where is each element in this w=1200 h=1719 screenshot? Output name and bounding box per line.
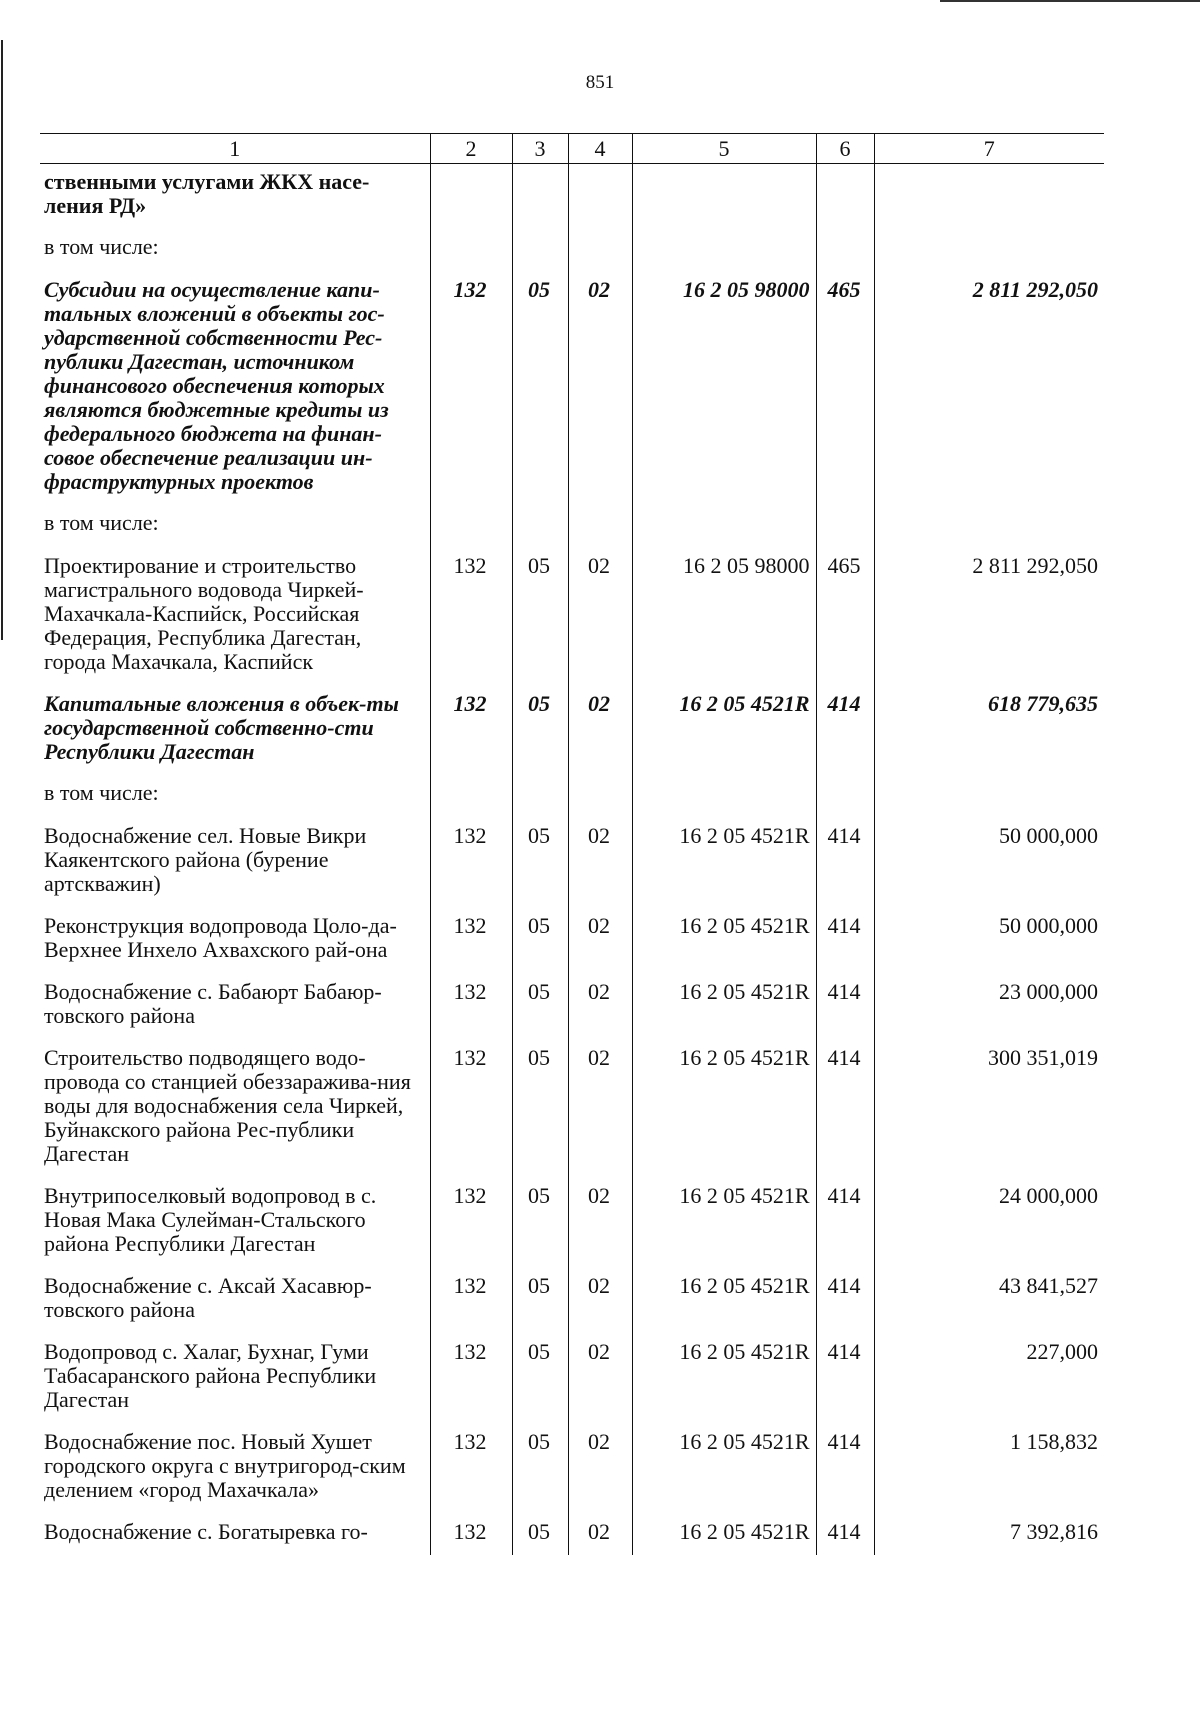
- amount-cell: [874, 505, 1104, 547]
- target-article-code-cell: 16 2 05 4521R: [632, 1423, 816, 1513]
- subsection-code-cell: 02: [568, 1423, 632, 1513]
- expense-type-code-cell: [816, 229, 874, 271]
- table-body: [40, 164, 1104, 1556]
- item-name-cell: в том числе:: [44, 510, 159, 535]
- target-article-code-cell: 16 2 05 4521R: [632, 973, 816, 1039]
- subsection-code-cell: 02: [568, 547, 632, 685]
- target-article-code-cell: 16 2 05 4521R: [632, 1039, 816, 1177]
- target-article-code-cell: 16 2 05 98000: [632, 547, 816, 685]
- expense-type-code-cell: 414: [816, 907, 874, 973]
- table-row: [40, 1039, 1104, 1177]
- item-name-cell: Субсидии на осуществление капи-тальных вложений в объекты гос-ударственной собственности Рес-публики Дагестан, источником финансового обеспечения которых являются бюджетные кредиты из федерального бюджета на финан-совое обеспечение реализации ин-фраструктурных проектов: [44, 277, 389, 494]
- subsection-code-cell: 02: [568, 685, 632, 775]
- ministry-code-cell: [430, 164, 512, 230]
- section-code-cell: 05: [512, 973, 568, 1039]
- subsection-code-cell: 02: [568, 817, 632, 907]
- ministry-code-cell: 132: [430, 973, 512, 1039]
- expense-type-code-cell: 414: [816, 973, 874, 1039]
- subsection-code-cell: 02: [568, 973, 632, 1039]
- column-header: 5: [632, 134, 816, 164]
- amount-cell: 7 392,816: [874, 1513, 1104, 1555]
- expense-type-code-cell: 414: [816, 1513, 874, 1555]
- target-article-code-cell: [632, 229, 816, 271]
- expense-type-code-cell: 414: [816, 1039, 874, 1177]
- amount-cell: 23 000,000: [874, 973, 1104, 1039]
- table-row: [40, 271, 1104, 505]
- table-row: [40, 1423, 1104, 1513]
- table-row: [40, 505, 1104, 547]
- expense-type-code-cell: 414: [816, 1333, 874, 1423]
- subsection-code-cell: 02: [568, 1267, 632, 1333]
- amount-cell: [874, 229, 1104, 271]
- ministry-code-cell: 132: [430, 907, 512, 973]
- item-name-cell: Проектирование и строительство магистрального водовода Чиркей-Махачкала-Каспийск, Российская Федерация, Республика Дагестан, города Махачкала, Каспийск: [44, 553, 364, 674]
- page-number: 851: [585, 72, 615, 93]
- subsection-code-cell: 02: [568, 1333, 632, 1423]
- expense-type-code-cell: 414: [816, 1267, 874, 1333]
- section-code-cell: 05: [512, 1267, 568, 1333]
- expense-type-code-cell: 414: [816, 817, 874, 907]
- table-row: [40, 907, 1104, 973]
- section-code-cell: 05: [512, 1039, 568, 1177]
- item-name-cell: Водоснабжение с. Бабаюрт Бабаюр-товского района: [44, 979, 382, 1028]
- budget-table: [40, 133, 1104, 1555]
- section-code-cell: 05: [512, 817, 568, 907]
- section-code-cell: 05: [512, 547, 568, 685]
- item-name-cell: Капитальные вложения в объек-ты государственной собственно-сти Республики Дагестан: [44, 691, 399, 764]
- item-name-cell: Водопровод с. Халаг, Бухнаг, Гуми Табасаранского района Республики Дагестан: [44, 1339, 377, 1412]
- target-article-code-cell: [632, 505, 816, 547]
- ministry-code-cell: 132: [430, 1513, 512, 1555]
- amount-cell: 618 779,635: [874, 685, 1104, 775]
- item-name-cell: в том числе:: [44, 780, 159, 805]
- table-row: [40, 817, 1104, 907]
- target-article-code-cell: 16 2 05 4521R: [632, 1177, 816, 1267]
- section-code-cell: [512, 164, 568, 230]
- item-name-cell: в том числе:: [44, 234, 159, 259]
- expense-type-code-cell: [816, 775, 874, 817]
- scan-border-top: [940, 0, 1200, 2]
- amount-cell: [874, 775, 1104, 817]
- column-header: 1: [40, 134, 430, 164]
- subsection-code-cell: [568, 164, 632, 230]
- subsection-code-cell: [568, 775, 632, 817]
- table-row: [40, 973, 1104, 1039]
- subsection-code-cell: 02: [568, 1513, 632, 1555]
- amount-cell: 43 841,527: [874, 1267, 1104, 1333]
- target-article-code-cell: [632, 164, 816, 230]
- section-code-cell: [512, 775, 568, 817]
- target-article-code-cell: 16 2 05 4521R: [632, 817, 816, 907]
- section-code-cell: 05: [512, 1513, 568, 1555]
- item-name-cell: ственными услугами ЖКХ насе-ления РД»: [44, 169, 370, 218]
- target-article-code-cell: [632, 775, 816, 817]
- item-name-cell: Строительство подводящего водо-провода со станцией обеззаражива-ния воды для водоснабжения села Чиркей, Буйнакского района Рес-публики Дагестан: [44, 1045, 411, 1166]
- table-row: [40, 1333, 1104, 1423]
- ministry-code-cell: 132: [430, 817, 512, 907]
- subsection-code-cell: 02: [568, 1177, 632, 1267]
- ministry-code-cell: 132: [430, 1177, 512, 1267]
- section-code-cell: 05: [512, 685, 568, 775]
- item-name-cell: Реконструкция водопровода Цоло-да-Верхнее Инхело Ахвахского рай-она: [44, 913, 397, 962]
- amount-cell: [874, 164, 1104, 230]
- section-code-cell: 05: [512, 1333, 568, 1423]
- table-row: [40, 685, 1104, 775]
- column-number-row: [40, 134, 1104, 164]
- ministry-code-cell: 132: [430, 685, 512, 775]
- target-article-code-cell: 16 2 05 4521R: [632, 685, 816, 775]
- ministry-code-cell: 132: [430, 1423, 512, 1513]
- amount-cell: 2 811 292,050: [874, 547, 1104, 685]
- amount-cell: 50 000,000: [874, 817, 1104, 907]
- section-code-cell: 05: [512, 1423, 568, 1513]
- expense-type-code-cell: [816, 164, 874, 230]
- ministry-code-cell: 132: [430, 1267, 512, 1333]
- amount-cell: 1 158,832: [874, 1423, 1104, 1513]
- ministry-code-cell: 132: [430, 1333, 512, 1423]
- section-code-cell: 05: [512, 271, 568, 505]
- expense-type-code-cell: 414: [816, 1177, 874, 1267]
- section-code-cell: [512, 229, 568, 271]
- expense-type-code-cell: 414: [816, 1423, 874, 1513]
- ministry-code-cell: 132: [430, 1039, 512, 1177]
- column-header: 3: [512, 134, 568, 164]
- amount-cell: 300 351,019: [874, 1039, 1104, 1177]
- ministry-code-cell: [430, 505, 512, 547]
- target-article-code-cell: 16 2 05 98000: [632, 271, 816, 505]
- item-name-cell: Водоснабжение сел. Новые Викри Каякентского района (бурение артскважин): [44, 823, 367, 896]
- table-row: [40, 1267, 1104, 1333]
- scan-border-left: [1, 40, 3, 640]
- amount-cell: 227,000: [874, 1333, 1104, 1423]
- amount-cell: 24 000,000: [874, 1177, 1104, 1267]
- expense-type-code-cell: 465: [816, 271, 874, 505]
- column-header: 6: [816, 134, 874, 164]
- subsection-code-cell: 02: [568, 907, 632, 973]
- table-row: [40, 229, 1104, 271]
- column-header: 4: [568, 134, 632, 164]
- expense-type-code-cell: 414: [816, 685, 874, 775]
- section-code-cell: 05: [512, 1177, 568, 1267]
- expense-type-code-cell: 465: [816, 547, 874, 685]
- subsection-code-cell: [568, 229, 632, 271]
- item-name-cell: Водоснабжение пос. Новый Хушет городского округа с внутригород-ским делением «город Махачкала»: [44, 1429, 406, 1502]
- table-row: [40, 1177, 1104, 1267]
- column-header: 2: [430, 134, 512, 164]
- amount-cell: 2 811 292,050: [874, 271, 1104, 505]
- amount-cell: 50 000,000: [874, 907, 1104, 973]
- subsection-code-cell: [568, 505, 632, 547]
- target-article-code-cell: 16 2 05 4521R: [632, 1513, 816, 1555]
- subsection-code-cell: 02: [568, 1039, 632, 1177]
- ministry-code-cell: [430, 775, 512, 817]
- target-article-code-cell: 16 2 05 4521R: [632, 1267, 816, 1333]
- item-name-cell: Внутрипоселковый водопровод в с. Новая Мака Сулейман-Стальского района Республики Дагестан: [44, 1183, 377, 1256]
- target-article-code-cell: 16 2 05 4521R: [632, 1333, 816, 1423]
- table-row: [40, 775, 1104, 817]
- table-row: [40, 164, 1104, 230]
- expense-type-code-cell: [816, 505, 874, 547]
- section-code-cell: [512, 505, 568, 547]
- target-article-code-cell: 16 2 05 4521R: [632, 907, 816, 973]
- ministry-code-cell: 132: [430, 271, 512, 505]
- column-header: 7: [874, 134, 1104, 164]
- section-code-cell: 05: [512, 907, 568, 973]
- item-name-cell: Водоснабжение с. Богатыревка го-: [44, 1519, 368, 1544]
- item-name-cell: Водоснабжение с. Аксай Хасавюр-товского района: [44, 1273, 372, 1322]
- ministry-code-cell: 132: [430, 547, 512, 685]
- table-row: [40, 1513, 1104, 1555]
- ministry-code-cell: [430, 229, 512, 271]
- subsection-code-cell: 02: [568, 271, 632, 505]
- table-row: [40, 547, 1104, 685]
